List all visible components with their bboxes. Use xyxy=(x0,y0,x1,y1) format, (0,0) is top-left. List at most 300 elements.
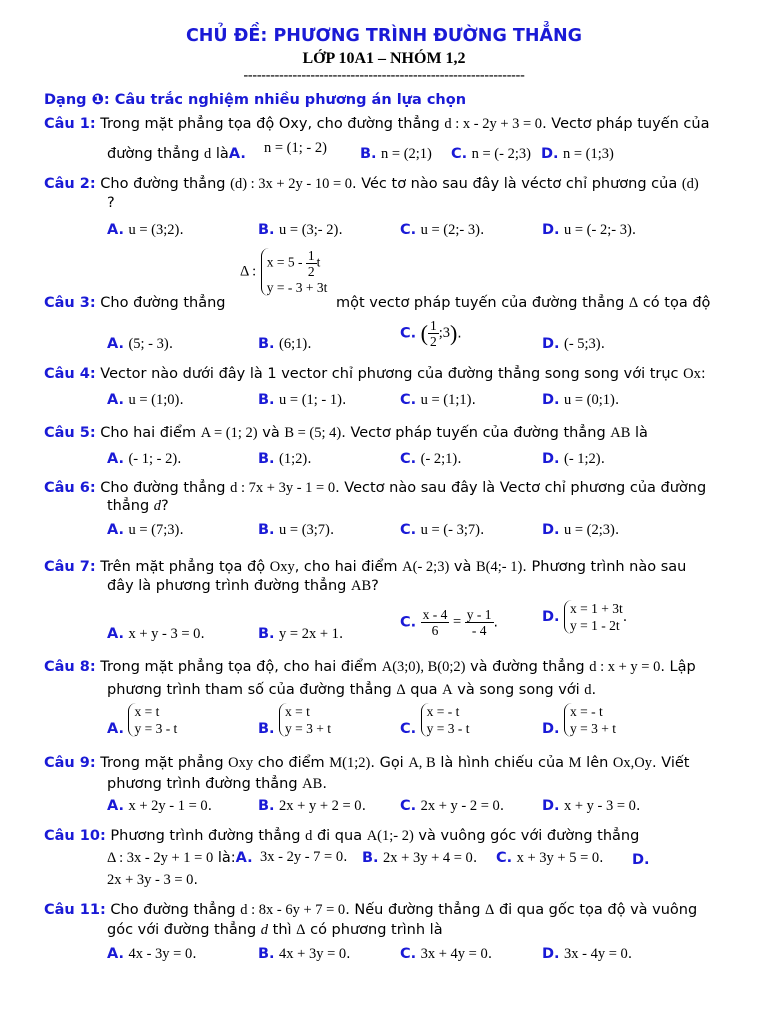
numerator: 1 xyxy=(429,318,437,333)
math-expression: d : x - 2y + 3 = 0 xyxy=(444,116,543,132)
option-value: u = (- 2;- 3) xyxy=(564,222,632,238)
option-value: 2x + y - 2 = 0 xyxy=(420,798,500,814)
option-value: x + y - 3 = 0 xyxy=(128,626,201,642)
question-text: . Vectơ nào sau đây là Vectơ chỉ phương của đường xyxy=(335,480,707,496)
option-value: u = (3;2) xyxy=(128,222,180,238)
question-text: có phương trình là xyxy=(305,922,443,938)
option-label: C. xyxy=(400,946,417,962)
question-text: Cho đường thẳng xyxy=(105,902,241,918)
math-expression: (d) xyxy=(681,176,699,192)
question-1-option-a[interactable] xyxy=(264,140,327,157)
question-2-stem-cont: ? xyxy=(107,195,115,211)
question-11-option-a[interactable] xyxy=(107,946,197,963)
question-7-option-a[interactable] xyxy=(107,626,205,643)
question-4-stem xyxy=(44,366,706,383)
punctuation: . xyxy=(457,325,462,342)
option-label: A. xyxy=(107,392,124,408)
question-2-label: Câu 2: xyxy=(44,176,96,192)
fraction xyxy=(421,607,450,638)
option-label: D. xyxy=(632,852,650,868)
question-3-option-a[interactable] xyxy=(107,336,173,353)
denominator: - 4 xyxy=(471,623,487,638)
option-label: B. xyxy=(258,336,275,352)
math-expression: Δ xyxy=(396,682,406,698)
question-text: góc với đường thẳng xyxy=(107,922,261,938)
parametric-system xyxy=(564,703,616,737)
math-expression: Ox,Oy xyxy=(612,755,652,771)
option-value: (5; - 3) xyxy=(128,336,169,352)
question-text: và vuông góc với đường thẳng xyxy=(413,828,640,844)
option-value: 2x + y + 2 = 0 xyxy=(279,798,362,814)
math-expression: d xyxy=(260,922,269,938)
question-10-option-b[interactable] xyxy=(362,850,477,867)
question-text: ? xyxy=(161,498,169,514)
math-expression: A, B xyxy=(408,755,436,771)
option-value: u = (7;3) xyxy=(128,522,180,538)
option-label: C. xyxy=(400,451,417,467)
option-label: D. xyxy=(542,222,560,238)
option-label: C. xyxy=(400,721,417,737)
option-label: D. xyxy=(542,451,560,467)
question-2-stem xyxy=(44,176,699,193)
option-value: u = (3;- 2) xyxy=(279,222,339,238)
option-label: C. xyxy=(400,325,417,342)
question-text: Cho hai điểm xyxy=(95,425,201,441)
option-value: 3x - 4y = 0 xyxy=(564,946,628,962)
math-expression: x = t xyxy=(134,704,160,719)
class-subtitle: LỚP 10A1 – NHÓM 1,2 xyxy=(302,50,466,67)
math-expression: M xyxy=(568,755,582,771)
question-3-option-b[interactable] xyxy=(258,336,312,353)
question-text: đây là phương trình đường thẳng xyxy=(107,578,351,594)
question-8-option-a[interactable] xyxy=(107,703,177,737)
punctuation: . xyxy=(487,946,493,962)
question-text: , cho hai điểm xyxy=(294,559,403,575)
question-text: . Vectơ pháp tuyến của xyxy=(542,116,710,132)
question-text: qua xyxy=(405,682,443,698)
question-7-option-c[interactable] xyxy=(400,607,498,638)
question-text: và xyxy=(449,559,476,575)
punctuation: . xyxy=(341,392,347,408)
punctuation: . xyxy=(307,451,312,467)
question-text: và đường thẳng xyxy=(465,659,590,675)
question-7-option-d[interactable] xyxy=(542,600,627,634)
question-10-option-a[interactable] xyxy=(260,849,348,866)
option-a-label: A. xyxy=(235,850,253,866)
question-7-label: Câu 7: xyxy=(44,559,96,575)
question-text: . xyxy=(591,682,597,698)
punctuation: . xyxy=(614,392,620,408)
math-expression: y = - 3 + 3t xyxy=(266,280,328,295)
question-text: có tọa độ xyxy=(638,295,711,311)
option-value: x + 3y + 5 = 0 xyxy=(516,850,600,866)
question-7-stem-cont xyxy=(107,578,379,595)
question-text: thẳng xyxy=(107,498,154,514)
option-value: n = (2;1) xyxy=(381,146,432,162)
math-expression: y = 3 + t xyxy=(570,721,616,736)
punctuation: . xyxy=(168,336,174,352)
option-value: (- 1; - 2) xyxy=(128,451,178,467)
question-4-option-a[interactable] xyxy=(107,392,184,409)
question-text: Trong mặt phẳng xyxy=(95,755,229,771)
page-title: CHỦ ĐỀ: PHƯƠNG TRÌNH ĐƯỜNG THẲNG xyxy=(185,26,583,46)
math-expression: d : 8x - 6y + 7 = 0 xyxy=(240,902,346,918)
question-5-option-d[interactable] xyxy=(542,451,605,468)
divider-rule: --------------------------------------------------------------- xyxy=(243,68,525,83)
math-expression: Ox xyxy=(683,366,701,382)
question-8-option-b[interactable] xyxy=(258,703,331,737)
question-9-option-b[interactable] xyxy=(258,798,366,815)
question-text: đi qua xyxy=(312,828,367,844)
option-label: B. xyxy=(258,392,275,408)
punctuation: . xyxy=(207,798,213,814)
option-label: D. xyxy=(542,609,560,625)
option-label: C. xyxy=(400,798,417,814)
option-label: C. xyxy=(451,146,468,162)
question-10-option-d-label[interactable] xyxy=(632,852,650,868)
punctuation: . xyxy=(493,614,498,631)
question-text: . Véc tơ nào sau đây là véctơ chỉ phương của xyxy=(352,176,682,192)
option-value: 2x + 3y + 4 = 0 xyxy=(383,850,473,866)
math-expression: y = 3 + t xyxy=(285,721,331,736)
option-value: u = (3;7) xyxy=(279,522,330,538)
option-value: u = (1;0) xyxy=(128,392,180,408)
option-label: A. xyxy=(107,721,124,737)
punctuation: . xyxy=(177,451,182,467)
question-10-option-d[interactable] xyxy=(107,872,198,889)
math-expression: d xyxy=(305,828,313,844)
option-value: u = (1;1) xyxy=(420,392,472,408)
question-5-option-a[interactable] xyxy=(107,451,182,468)
option-label: D. xyxy=(542,798,560,814)
math-expression: A = (1; 2) xyxy=(200,425,258,441)
question-text: . Lập xyxy=(660,659,696,675)
math-expression: y = 3 - t xyxy=(426,721,470,736)
question-1-stem xyxy=(44,116,709,133)
option-value: u = (2;- 3) xyxy=(420,222,480,238)
option-label: A. xyxy=(107,798,124,814)
math-expression: x = t xyxy=(285,704,310,719)
question-8-option-c[interactable] xyxy=(400,703,469,737)
question-9-option-a[interactable] xyxy=(107,798,212,815)
option-value: x + y - 3 = 0 xyxy=(564,798,636,814)
option-value: y = 2x + 1 xyxy=(279,626,339,642)
math-expression: B(4;- 1) xyxy=(475,559,523,575)
option-label: D. xyxy=(542,522,560,538)
punctuation: . xyxy=(599,850,604,866)
question-4-option-d[interactable] xyxy=(542,392,619,409)
question-10-option-c[interactable] xyxy=(496,850,604,867)
punctuation: . xyxy=(179,522,184,538)
question-text: Vector nào dưới đây là 1 vector chỉ phương của đường thẳng song song với trục xyxy=(95,366,684,382)
question-2-option-c[interactable] xyxy=(400,222,484,239)
question-9-option-d[interactable] xyxy=(542,798,640,815)
question-5-option-c[interactable] xyxy=(400,451,462,468)
question-text: là xyxy=(211,146,229,162)
math-expression: A(1;- 2) xyxy=(366,828,414,844)
question-6-stem-cont xyxy=(107,498,169,515)
question-6-option-d[interactable] xyxy=(542,522,619,539)
option-label: A. xyxy=(107,946,124,962)
question-text: Trong mặt phẳng tọa độ, cho hai điểm xyxy=(95,659,382,675)
question-text: lên xyxy=(581,755,613,771)
punctuation: . xyxy=(479,522,485,538)
option-value: (6;1) xyxy=(279,336,308,352)
question-4-label: Câu 4: xyxy=(44,366,96,382)
option-value: u = (1; - 1) xyxy=(279,392,342,408)
question-text: . Phương trình nào sau xyxy=(522,559,687,575)
question-text: thì xyxy=(268,922,297,938)
math-expression: A(3;0), B(0;2) xyxy=(381,659,466,675)
option-label: D. xyxy=(542,721,560,737)
question-10-label: Câu 10: xyxy=(44,828,106,844)
math-expression: d xyxy=(153,498,162,514)
punctuation: . xyxy=(472,850,478,866)
question-10-stem-cont xyxy=(107,850,253,867)
question-text: cho điểm xyxy=(253,755,330,771)
option-label: C. xyxy=(400,392,417,408)
question-text: Cho đường thẳng xyxy=(95,295,226,311)
question-8-stem xyxy=(44,659,696,676)
option-label: C. xyxy=(400,222,417,238)
math-expression: d xyxy=(204,146,212,162)
fraction xyxy=(306,248,317,279)
question-text: Phương trình đường thẳng xyxy=(105,828,306,844)
option-label: C. xyxy=(400,522,417,538)
math-expression: B = (5; 4) xyxy=(284,425,342,441)
option-value: (- 2;1) xyxy=(420,451,458,467)
question-6-stem xyxy=(44,480,706,497)
punctuation: . xyxy=(343,849,348,865)
question-6-option-a[interactable] xyxy=(107,522,184,539)
parametric-system xyxy=(564,600,623,634)
math-expression: A(- 2;3) xyxy=(402,559,450,575)
option-value: (- 1;2) xyxy=(564,451,601,467)
question-9-label: Câu 9: xyxy=(44,755,96,771)
punctuation: . xyxy=(200,626,205,642)
option-value: 4x - 3y = 0 xyxy=(128,946,193,962)
punctuation: . xyxy=(329,522,335,538)
punctuation: . xyxy=(179,392,184,408)
question-9-stem xyxy=(44,755,689,772)
punctuation: . xyxy=(471,392,476,408)
math-expression: Δ : xyxy=(240,263,257,280)
punctuation: . xyxy=(600,336,606,352)
punctuation: . xyxy=(614,522,620,538)
math-expression: d : x + y = 0 xyxy=(589,659,661,675)
punctuation: . xyxy=(338,222,343,238)
math-expression: = xyxy=(449,614,465,630)
question-3-system xyxy=(240,248,327,296)
math-expression: AB xyxy=(610,425,631,441)
denominator: 6 xyxy=(431,623,439,638)
math-expression: Δ xyxy=(296,922,306,938)
punctuation: . xyxy=(361,798,367,814)
math-expression: Oxy xyxy=(228,755,254,771)
question-text: là hình chiếu của xyxy=(435,755,569,771)
question-text: là: xyxy=(213,850,236,866)
question-6-option-b[interactable] xyxy=(258,522,334,539)
punctuation: . xyxy=(600,451,606,467)
question-3-option-d[interactable] xyxy=(542,336,605,353)
option-value: n = (1;3) xyxy=(563,146,614,162)
question-11-label: Câu 11: xyxy=(44,902,106,918)
question-3-label-line xyxy=(44,295,226,311)
fraction xyxy=(428,318,439,349)
question-text: Trong mặt phẳng tọa độ Oxy, cho đường thẳng xyxy=(95,116,445,132)
math-expression: Δ : 3x - 2y + 1 = 0 xyxy=(107,850,214,866)
question-3-stem-cont xyxy=(336,295,710,312)
numerator: x - 4 xyxy=(422,607,448,622)
option-value: u = (- 3;7) xyxy=(420,522,480,538)
section-heading: Dạng ❶: Câu trắc nghiệm nhiều phương án lựa chọn xyxy=(44,92,467,108)
question-6-label: Câu 6: xyxy=(44,480,96,496)
parametric-system xyxy=(421,703,470,737)
question-8-label: Câu 8: xyxy=(44,659,96,675)
question-5-option-b[interactable] xyxy=(258,451,312,468)
math-expression: Δ xyxy=(628,295,639,311)
question-9-option-c[interactable] xyxy=(400,798,504,815)
question-text: Cho đường thẳng xyxy=(95,480,231,496)
numerator: 1 xyxy=(307,248,315,263)
option-label: A. xyxy=(107,451,124,467)
question-2-option-d[interactable] xyxy=(542,222,636,239)
punctuation: . xyxy=(631,222,637,238)
punctuation: . xyxy=(338,626,344,642)
option-label: D. xyxy=(542,946,560,962)
option-label: C. xyxy=(400,614,417,631)
option-label: B. xyxy=(258,626,275,642)
option-label: B. xyxy=(258,798,275,814)
question-11-option-c[interactable] xyxy=(400,946,492,963)
question-4-option-b[interactable] xyxy=(258,392,346,409)
punctuation: . xyxy=(346,946,351,962)
question-text: đường thẳng xyxy=(107,146,205,162)
question-3-label: Câu 3: xyxy=(44,295,96,311)
math-expression: Δ xyxy=(485,902,495,918)
question-1-option-d[interactable] xyxy=(541,146,614,163)
option-label: A. xyxy=(107,222,124,238)
option-value: n = (1; - 2) xyxy=(264,140,327,156)
math-expression: (d) : 3x + 2y - 10 = 0 xyxy=(230,176,352,192)
punctuation: . xyxy=(635,798,641,814)
question-1-option-c[interactable] xyxy=(451,146,531,163)
option-label: B. xyxy=(258,451,275,467)
question-7-option-b[interactable] xyxy=(258,626,343,643)
option-value: 3x + 4y = 0 xyxy=(420,946,488,962)
question-5-stem xyxy=(44,425,648,442)
option-value: 4x + 3y = 0 xyxy=(279,946,347,962)
math-expression: d xyxy=(584,682,592,698)
option-label: A. xyxy=(107,626,124,642)
math-expression: Oxy xyxy=(269,559,295,575)
option-label: A. xyxy=(107,522,124,538)
question-3-option-c[interactable]: C. ( $\frac{1}{2}$ ;3). xyxy=(400,318,462,349)
question-text: Trên mặt phẳng tọa độ xyxy=(95,559,270,575)
parametric-system xyxy=(279,703,331,737)
option-label: C. xyxy=(496,850,513,866)
question-1-option-b[interactable] xyxy=(360,146,432,163)
math-expression: y = 3 - t xyxy=(134,721,178,736)
option-label: B. xyxy=(360,146,377,162)
option-label: D. xyxy=(542,336,560,352)
punctuation: . xyxy=(627,946,633,962)
parametric-system xyxy=(128,703,177,737)
punctuation: . xyxy=(622,609,628,625)
question-11-option-b[interactable] xyxy=(258,946,351,963)
math-expression: x = 1 + 3t xyxy=(570,601,623,616)
option-label: D. xyxy=(541,146,559,162)
question-8-option-d[interactable] xyxy=(542,703,616,737)
question-2-option-b[interactable] xyxy=(258,222,343,239)
fraction xyxy=(465,607,494,638)
option-value: n = (- 2;3) xyxy=(471,146,531,162)
parametric-system xyxy=(261,248,328,296)
question-text: . xyxy=(322,776,327,792)
option-value: u = (0;1) xyxy=(564,392,615,408)
question-11-option-d[interactable] xyxy=(542,946,632,963)
option-value: (- 5;3) xyxy=(564,336,601,352)
question-text: phương trình đường thẳng xyxy=(107,776,303,792)
punctuation: . xyxy=(192,946,197,962)
option-label: B. xyxy=(258,222,275,238)
question-2-option-a[interactable] xyxy=(107,222,184,239)
question-5-label: Câu 5: xyxy=(44,425,96,441)
option-value: 2x + 3y - 3 = 0 xyxy=(107,872,194,888)
question-8-stem-cont xyxy=(107,682,596,699)
option-label: B. xyxy=(258,522,275,538)
math-expression: A xyxy=(442,682,453,698)
option-label: B. xyxy=(362,850,379,866)
question-6-option-c[interactable] xyxy=(400,522,484,539)
question-text: . Vectơ pháp tuyến của đường thẳng xyxy=(341,425,611,441)
option-value: (1;2) xyxy=(279,451,308,467)
question-text: . Gọi xyxy=(370,755,409,771)
question-text: : xyxy=(700,366,706,382)
option-value: 3x - 2y - 7 = 0 xyxy=(260,849,344,865)
question-text: và xyxy=(257,425,285,441)
punctuation: . xyxy=(479,222,485,238)
question-11-stem xyxy=(44,902,697,919)
math-expression: ;3 xyxy=(438,325,450,341)
question-text: đi qua gốc tọa độ và vuông xyxy=(494,902,698,918)
denominator: 2 xyxy=(307,264,315,279)
math-expression: x = - t xyxy=(570,704,603,719)
math-expression: M(1;2) xyxy=(329,755,371,771)
option-label: B. xyxy=(258,721,275,737)
option-value: u = (2;3) xyxy=(564,522,615,538)
math-expression: x = 5 - xyxy=(266,254,306,270)
math-expression: x = - t xyxy=(426,704,460,719)
math-expression: y = 1 - 2t xyxy=(570,618,620,633)
question-11-stem-cont xyxy=(107,922,443,939)
option-a-label: A. xyxy=(228,146,246,162)
math-expression: d : 7x + 3y - 1 = 0 xyxy=(230,480,336,496)
math-expression: AB xyxy=(350,578,372,594)
punctuation: . xyxy=(499,798,505,814)
question-text: là xyxy=(630,425,648,441)
math-expression: t xyxy=(316,254,321,270)
question-4-option-c[interactable] xyxy=(400,392,476,409)
numerator: y - 1 xyxy=(466,607,492,622)
punctuation: . xyxy=(179,222,184,238)
question-7-stem xyxy=(44,559,686,576)
option-label: D. xyxy=(542,392,560,408)
punctuation: . xyxy=(457,451,462,467)
question-text: . Nếu đường thẳng xyxy=(345,902,486,918)
question-1-label: Câu 1: xyxy=(44,116,96,132)
punctuation: . xyxy=(193,872,198,888)
